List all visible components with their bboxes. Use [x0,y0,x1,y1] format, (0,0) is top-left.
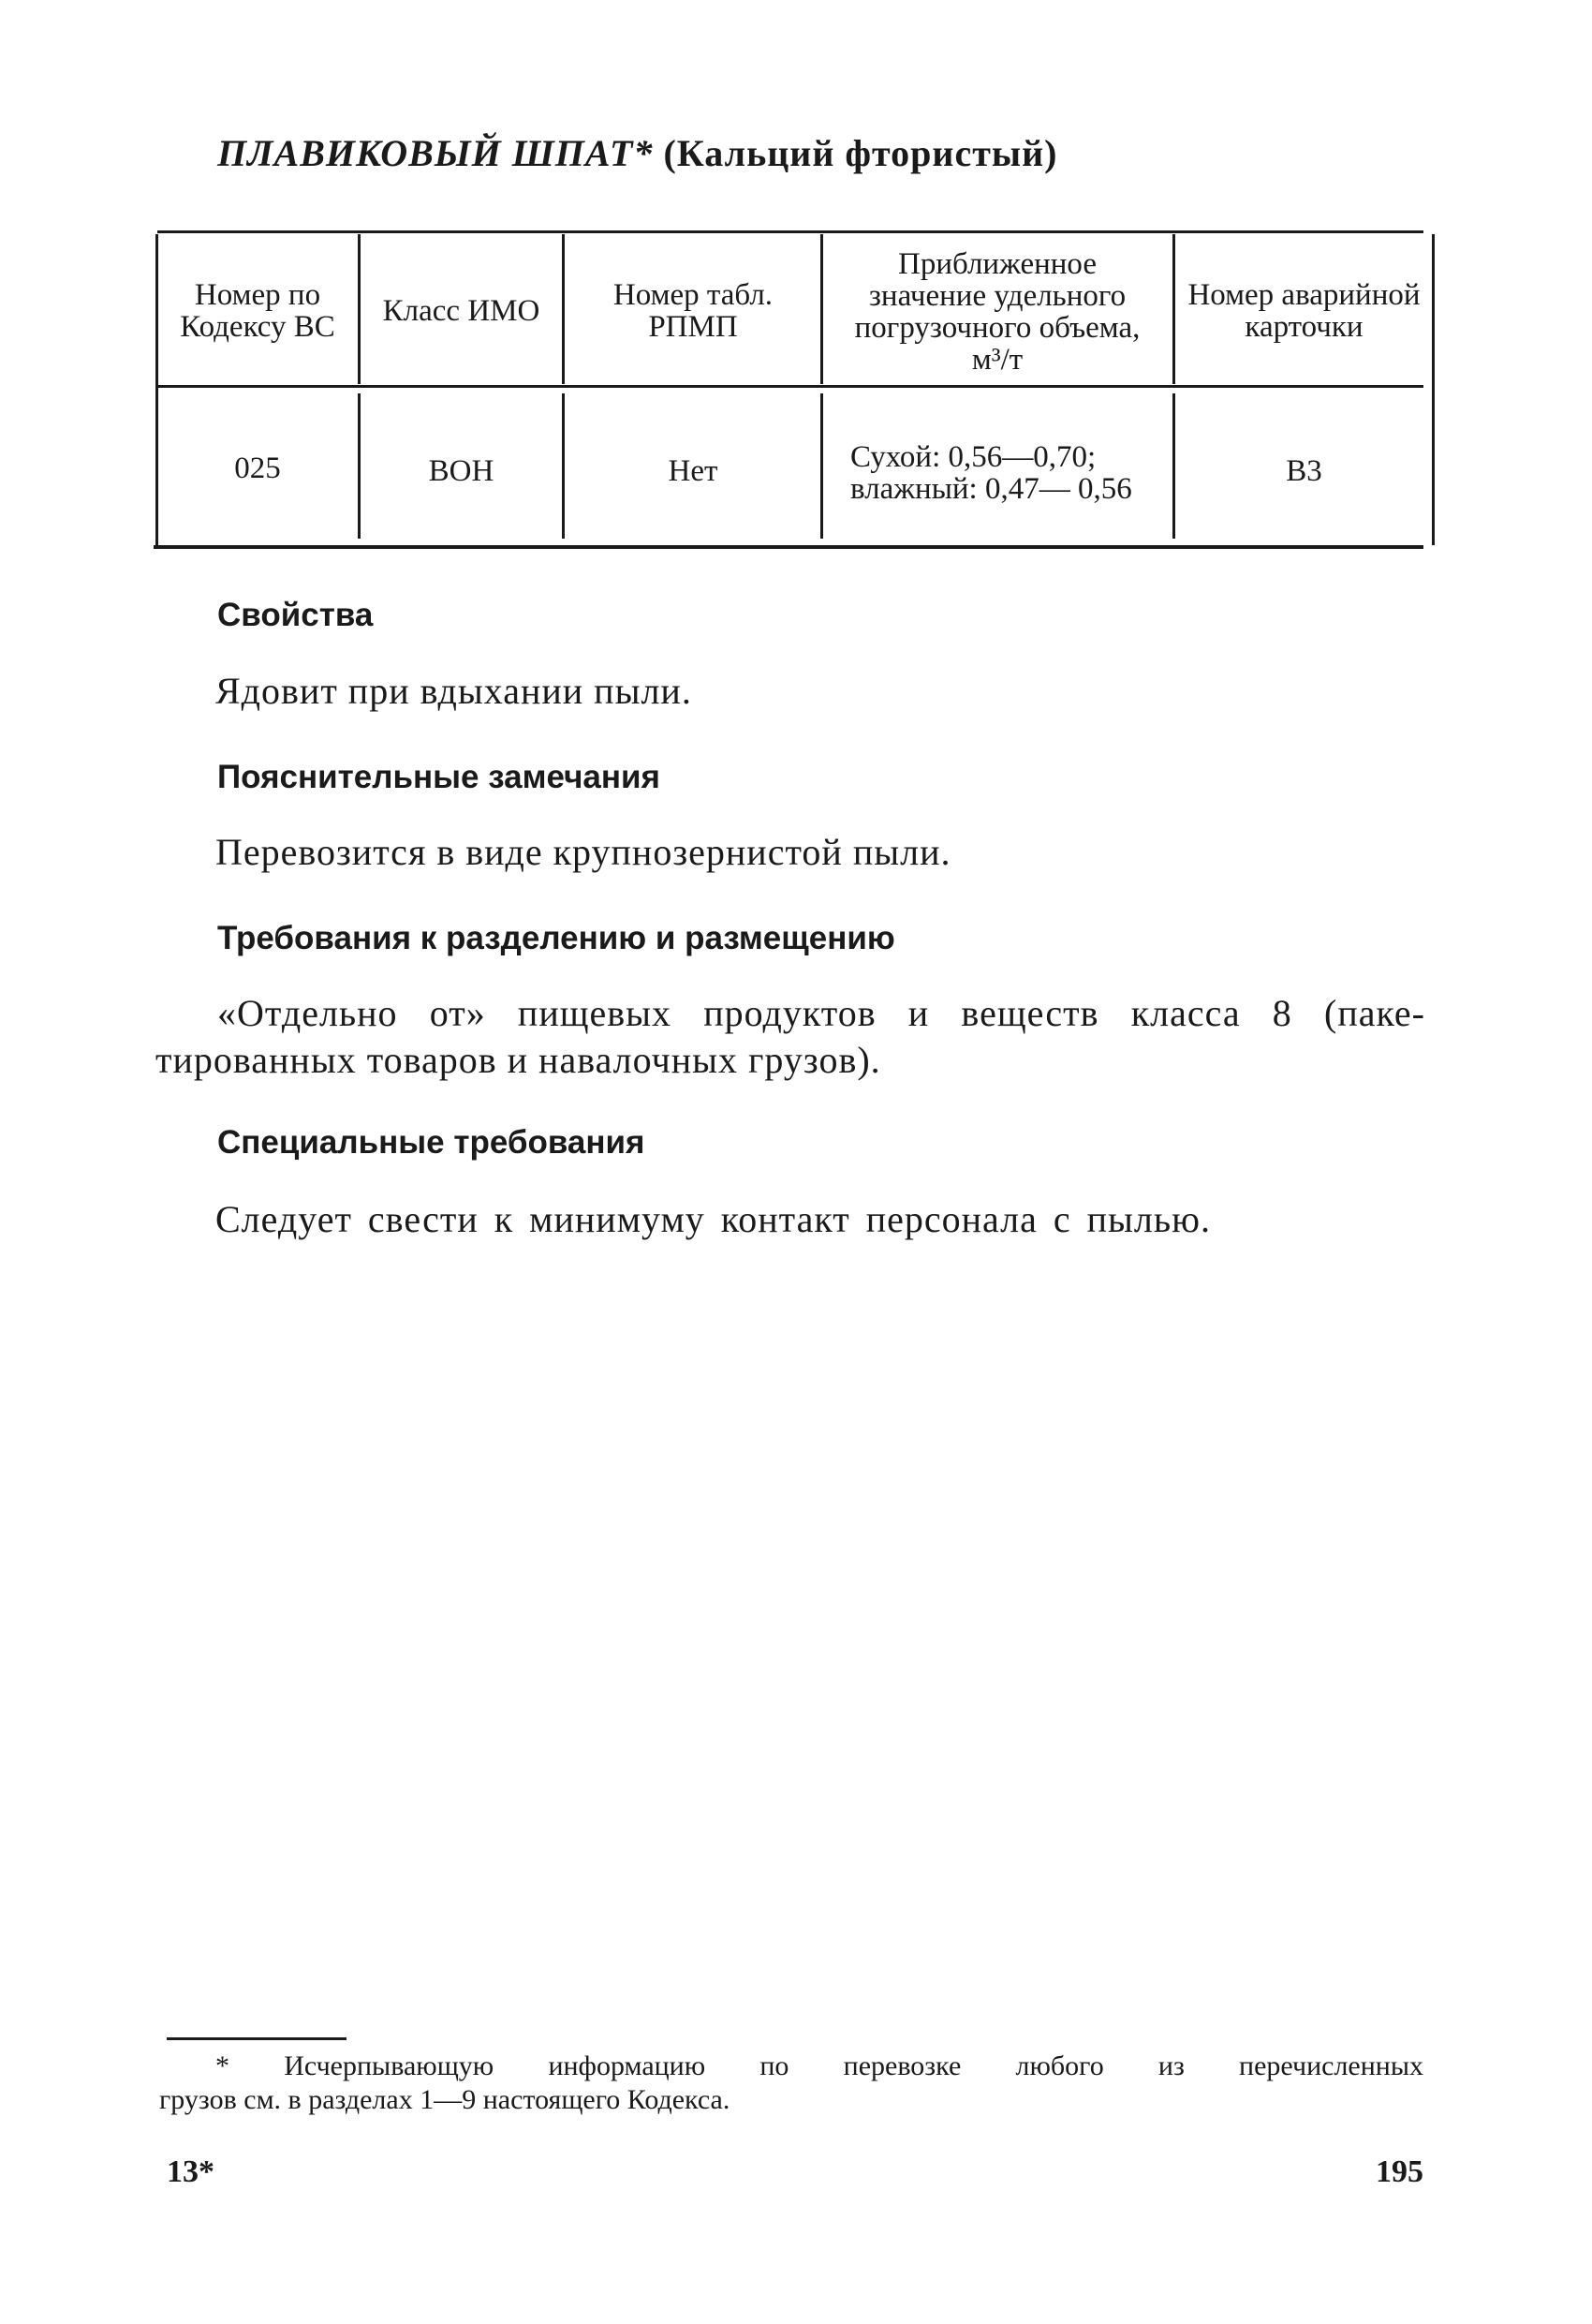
header-cell-imo-class: Класс ИМО [382,294,540,328]
table-top-rule [157,230,1423,233]
section-heading-special: Специальные требования [217,1124,645,1161]
table-border-left [155,234,158,545]
footnote-rule [167,2037,346,2040]
table-divider [358,393,361,539]
footnote [159,2050,1423,2117]
section-heading-segregation: Требования к разделению и размещению [217,920,895,956]
table-bottom-rule [154,545,1423,549]
cell-stowage-factor: Сухой: 0,56—0,70; влажный: 0,47— 0,56 [850,440,1132,506]
header-cell-emergency-card: Номер аварийной карточки [1187,278,1421,344]
table-divider [562,234,565,384]
section-heading-properties: Свойства [217,597,374,633]
page-number: 195 [1376,2154,1423,2189]
table-divider [1172,234,1175,384]
table-divider [562,393,565,539]
title-subtitle: (Кальций фтористый) [663,132,1058,174]
footnote-line2: грузов см. в разделах 1—9 настоящего Кодекса. [159,2084,730,2115]
cell-code-number: 025 [234,451,281,485]
section-text-segregation-line2: тированных товаров и навалочных грузов). [155,1039,881,1081]
title-main: ПЛАВИКОВЫЙ ШПАТ* [217,132,654,174]
header-cell-stowage-factor: Приближенное значение удельного погрузочного объема, м³/т [854,247,1141,377]
table-header-rule [157,385,1423,388]
cell-emergency-card: В3 [1286,453,1322,488]
page-title [217,131,1057,175]
table-divider [820,393,823,539]
signature-mark: 13* [167,2154,214,2189]
table-divider [820,234,823,384]
section-text-segregation-line1: «Отдельно от» пищевых продуктов и веществ класса 8 (паке- [217,992,1425,1034]
cell-imo-class: ВОН [428,453,494,488]
header-cell-code-number: Номер по Кодексу ВС [180,278,335,344]
section-text-special: Следует свести к минимуму контакт персонала с пылью. [215,1198,1211,1240]
table-divider [358,234,361,384]
section-text-properties: Ядовит при вдыхании пыли. [215,670,692,712]
table-divider [1172,393,1175,539]
footnote-line1: * Исчерпывающую информацию по перевозке любого из перечисленных [215,2050,1423,2081]
section-heading-remarks: Пояснительные замечания [217,759,660,795]
table-border-right [1432,234,1435,545]
section-text-remarks: Перевозится в виде крупнозернистой пыли. [215,831,951,873]
header-cell-table-number: Номер табл. РПМП [612,278,774,344]
cell-table-number: Нет [668,453,718,488]
